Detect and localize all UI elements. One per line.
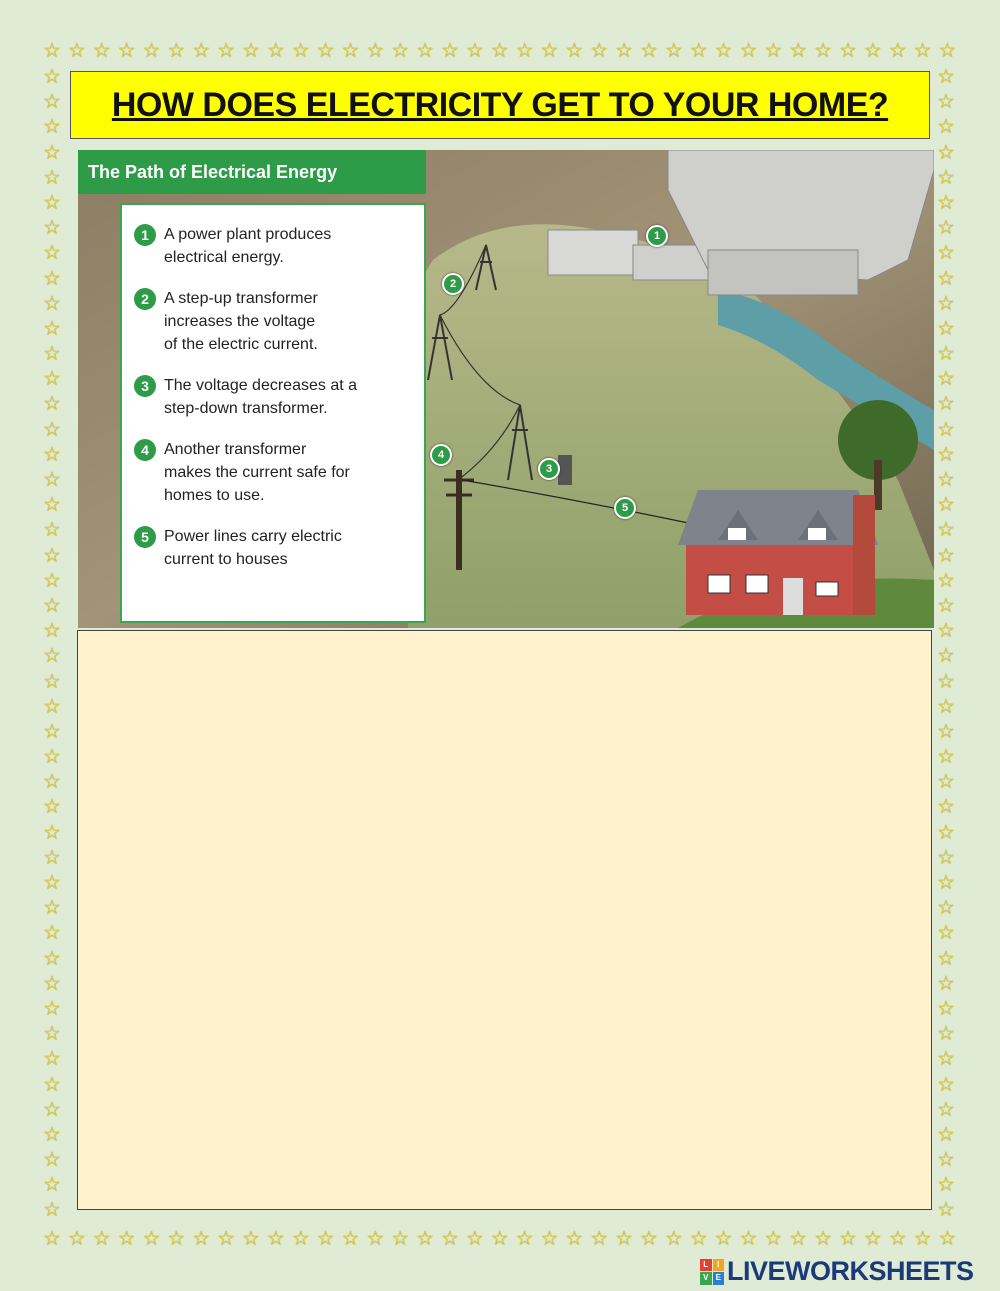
star-icon: ☆ xyxy=(43,668,61,693)
star-icon: ☆ xyxy=(391,38,410,62)
step-text: A power plant produces electrical energy. xyxy=(164,226,332,266)
star-icon: ☆ xyxy=(43,1197,61,1222)
star-icon: ☆ xyxy=(366,1226,385,1250)
star-icon: ☆ xyxy=(43,718,61,743)
star-icon: ☆ xyxy=(43,592,61,617)
star-icon: ☆ xyxy=(689,38,708,62)
star-icon: ☆ xyxy=(937,995,955,1020)
star-icon: ☆ xyxy=(839,1226,857,1250)
dormer-window-left xyxy=(728,528,746,540)
answer-box[interactable] xyxy=(77,630,932,1210)
star-icon: ☆ xyxy=(714,38,733,62)
star-icon: ☆ xyxy=(43,744,61,769)
step-text: Another transformer makes the current safe for homes to use. xyxy=(164,441,350,504)
star-icon: ☆ xyxy=(43,870,61,894)
star-icon: ☆ xyxy=(789,38,808,62)
step-number: 4 xyxy=(134,439,156,461)
step-number: 5 xyxy=(134,526,156,548)
star-icon: ☆ xyxy=(937,668,955,693)
star-icon: ☆ xyxy=(937,64,955,88)
star-icon: ☆ xyxy=(590,1226,609,1250)
star-icon: ☆ xyxy=(937,870,955,894)
star-icon: ☆ xyxy=(43,1226,61,1250)
star-icon: ☆ xyxy=(266,38,285,62)
star-icon: ☆ xyxy=(43,1172,61,1197)
star-icon: ☆ xyxy=(217,1226,236,1250)
star-icon: ☆ xyxy=(43,844,61,869)
star-icon: ☆ xyxy=(937,1121,955,1146)
star-icon: ☆ xyxy=(937,517,955,542)
star-icon: ☆ xyxy=(43,618,61,643)
step-item xyxy=(134,287,416,356)
star-icon: ☆ xyxy=(937,1172,955,1197)
star-icon: ☆ xyxy=(43,995,61,1020)
liveworksheets-logo-icon xyxy=(700,1259,724,1285)
star-icon: ☆ xyxy=(814,38,833,62)
star-icon: ☆ xyxy=(640,1226,658,1250)
star-icon: ☆ xyxy=(43,693,61,718)
utility-pole xyxy=(456,470,462,570)
page-title: HOW DOES ELECTRICITY GET TO YOUR HOME? xyxy=(111,85,889,124)
star-icon: ☆ xyxy=(937,492,955,517)
star-icon: ☆ xyxy=(441,1226,459,1250)
tree-trunk xyxy=(874,460,882,510)
star-icon: ☆ xyxy=(937,592,955,617)
star-icon: ☆ xyxy=(43,315,61,340)
star-icon: ☆ xyxy=(242,38,260,62)
star-icon: ☆ xyxy=(888,38,907,62)
star-icon: ☆ xyxy=(341,38,360,62)
star-icon: ☆ xyxy=(43,567,61,592)
star-icon: ☆ xyxy=(43,970,61,995)
star-icon: ☆ xyxy=(937,542,955,567)
star-border-right xyxy=(936,66,956,1220)
star-icon: ☆ xyxy=(739,38,758,62)
star-icon: ☆ xyxy=(888,1226,907,1250)
dormer-window-right xyxy=(808,528,826,540)
title-banner xyxy=(70,71,930,139)
star-icon: ☆ xyxy=(441,38,459,62)
figure-heading: The Path of Electrical Energy xyxy=(78,150,426,194)
star-icon: ☆ xyxy=(291,1226,310,1250)
star-icon: ☆ xyxy=(43,64,61,88)
star-icon: ☆ xyxy=(43,920,61,945)
star-icon: ☆ xyxy=(291,38,310,62)
star-icon: ☆ xyxy=(43,441,61,466)
star-icon: ☆ xyxy=(92,38,111,62)
star-icon: ☆ xyxy=(739,1226,758,1250)
star-icon: ☆ xyxy=(937,139,955,164)
star-icon: ☆ xyxy=(43,366,61,391)
star-icon: ☆ xyxy=(937,1046,955,1071)
star-icon: ☆ xyxy=(937,1071,955,1096)
step-text: A step-up transformer increases the voltage of the electric current. xyxy=(164,290,318,353)
star-icon: ☆ xyxy=(43,1021,61,1046)
star-icon: ☆ xyxy=(938,38,957,62)
brand-name: LIVEWORKSHEETS xyxy=(727,1256,974,1286)
star-icon: ☆ xyxy=(515,1226,534,1250)
star-icon: ☆ xyxy=(43,794,61,819)
star-icon: ☆ xyxy=(937,441,955,466)
star-icon: ☆ xyxy=(937,819,955,844)
star-icon: ☆ xyxy=(937,895,955,920)
star-icon: ☆ xyxy=(92,1226,111,1250)
star-icon: ☆ xyxy=(814,1226,833,1250)
star-icon: ☆ xyxy=(937,1147,955,1172)
star-icon: ☆ xyxy=(937,265,955,290)
star-icon: ☆ xyxy=(142,38,161,62)
star-icon: ☆ xyxy=(863,38,882,62)
house-window-right xyxy=(816,582,838,596)
power-station xyxy=(548,230,638,275)
step-text: Power lines carry electric current to houses xyxy=(164,528,342,568)
star-icon: ☆ xyxy=(117,1226,136,1250)
star-icon: ☆ xyxy=(913,1226,932,1250)
star-icon: ☆ xyxy=(937,769,955,794)
star-icon: ☆ xyxy=(43,341,61,366)
star-icon: ☆ xyxy=(937,290,955,315)
star-icon: ☆ xyxy=(43,265,61,290)
step-number: 2 xyxy=(134,288,156,310)
star-icon: ☆ xyxy=(764,38,783,62)
star-icon: ☆ xyxy=(937,618,955,643)
star-icon: ☆ xyxy=(937,693,955,718)
star-icon: ☆ xyxy=(937,215,955,240)
star-icon: ☆ xyxy=(43,643,61,668)
star-icon: ☆ xyxy=(937,844,955,869)
marker-power-lines: 5 xyxy=(614,497,636,519)
star-icon: ☆ xyxy=(192,1226,211,1250)
star-icon: ☆ xyxy=(789,1226,808,1250)
star-icon: ☆ xyxy=(937,391,955,416)
star-icon: ☆ xyxy=(937,189,955,214)
star-icon: ☆ xyxy=(67,38,86,62)
star-icon: ☆ xyxy=(117,38,136,62)
star-icon: ☆ xyxy=(242,1226,260,1250)
star-icon: ☆ xyxy=(937,920,955,945)
marker-step-up-transformer: 2 xyxy=(442,273,464,295)
marker-step-down-transformer: 3 xyxy=(538,458,560,480)
star-icon: ☆ xyxy=(863,1226,882,1250)
star-icon: ☆ xyxy=(937,744,955,769)
star-icon: ☆ xyxy=(913,38,932,62)
star-icon: ☆ xyxy=(937,366,955,391)
star-icon: ☆ xyxy=(43,391,61,416)
star-icon: ☆ xyxy=(341,1226,360,1250)
star-icon: ☆ xyxy=(43,1147,61,1172)
star-icon: ☆ xyxy=(391,1226,410,1250)
star-icon: ☆ xyxy=(43,114,61,139)
star-icon: ☆ xyxy=(664,38,683,62)
star-icon: ☆ xyxy=(43,895,61,920)
star-icon: ☆ xyxy=(937,315,955,340)
star-icon: ☆ xyxy=(67,1226,86,1250)
star-icon: ☆ xyxy=(43,1121,61,1146)
star-icon: ☆ xyxy=(937,164,955,189)
star-icon: ☆ xyxy=(937,718,955,743)
star-icon: ☆ xyxy=(938,1226,957,1250)
star-icon: ☆ xyxy=(565,1226,584,1250)
star-icon: ☆ xyxy=(937,89,955,114)
liveworksheets-brand xyxy=(700,1256,974,1287)
star-icon: ☆ xyxy=(43,416,61,441)
star-icon: ☆ xyxy=(217,38,236,62)
star-icon: ☆ xyxy=(167,1226,186,1250)
star-icon: ☆ xyxy=(937,567,955,592)
star-icon: ☆ xyxy=(43,492,61,517)
logo-letter: E xyxy=(713,1272,725,1285)
step-item xyxy=(134,525,416,571)
logo-letter: L xyxy=(700,1259,712,1272)
star-icon: ☆ xyxy=(590,38,609,62)
house-roof xyxy=(678,490,878,545)
star-icon: ☆ xyxy=(839,38,857,62)
star-icon: ☆ xyxy=(43,89,61,114)
star-icon: ☆ xyxy=(937,467,955,491)
step-item xyxy=(134,374,416,420)
star-icon: ☆ xyxy=(937,1197,955,1222)
star-icon: ☆ xyxy=(43,240,61,265)
house-chimney xyxy=(853,495,875,615)
star-icon: ☆ xyxy=(714,1226,733,1250)
step-text: The voltage decreases at a step-down transformer. xyxy=(164,377,358,417)
star-icon: ☆ xyxy=(43,38,61,62)
star-border-left xyxy=(42,66,62,1220)
star-icon: ☆ xyxy=(565,38,584,62)
step-number: 1 xyxy=(134,224,156,246)
star-icon: ☆ xyxy=(937,416,955,441)
star-icon: ☆ xyxy=(43,290,61,315)
star-icon: ☆ xyxy=(43,139,61,164)
star-icon: ☆ xyxy=(937,1096,955,1121)
logo-letter: V xyxy=(700,1272,712,1285)
star-icon: ☆ xyxy=(937,240,955,265)
marker-power-plant: 1 xyxy=(646,225,668,247)
star-icon: ☆ xyxy=(192,38,211,62)
dam-base xyxy=(708,250,858,295)
step-item xyxy=(134,438,416,507)
marker-pole-transformer: 4 xyxy=(430,444,452,466)
star-icon: ☆ xyxy=(43,215,61,240)
step-number: 3 xyxy=(134,375,156,397)
house-window-middle xyxy=(746,575,768,593)
star-icon: ☆ xyxy=(416,1226,435,1250)
star-icon: ☆ xyxy=(490,38,509,62)
star-icon: ☆ xyxy=(937,794,955,819)
star-icon: ☆ xyxy=(366,38,385,62)
star-border-bottom xyxy=(42,1228,958,1248)
star-icon: ☆ xyxy=(937,643,955,668)
star-icon: ☆ xyxy=(416,38,435,62)
star-icon: ☆ xyxy=(615,1226,634,1250)
star-icon: ☆ xyxy=(540,1226,559,1250)
star-icon: ☆ xyxy=(266,1226,285,1250)
star-icon: ☆ xyxy=(43,189,61,214)
house-window-left xyxy=(708,575,730,593)
star-icon: ☆ xyxy=(142,1226,161,1250)
step-down-transformer xyxy=(558,455,572,485)
electrical-path-illustration xyxy=(78,150,934,628)
star-icon: ☆ xyxy=(937,114,955,139)
star-icon: ☆ xyxy=(43,467,61,491)
star-icon: ☆ xyxy=(465,38,484,62)
house-door xyxy=(783,578,803,615)
step-item xyxy=(134,223,416,269)
star-icon: ☆ xyxy=(615,38,634,62)
star-icon: ☆ xyxy=(515,38,534,62)
star-icon: ☆ xyxy=(43,945,61,970)
star-icon: ☆ xyxy=(937,945,955,970)
star-icon: ☆ xyxy=(664,1226,683,1250)
star-icon: ☆ xyxy=(43,819,61,844)
star-icon: ☆ xyxy=(43,1046,61,1071)
star-icon: ☆ xyxy=(43,769,61,794)
star-icon: ☆ xyxy=(640,38,658,62)
star-icon: ☆ xyxy=(540,38,559,62)
star-icon: ☆ xyxy=(490,1226,509,1250)
star-icon: ☆ xyxy=(937,970,955,995)
steps-panel xyxy=(120,203,426,623)
star-icon: ☆ xyxy=(43,517,61,542)
star-icon: ☆ xyxy=(43,164,61,189)
star-icon: ☆ xyxy=(764,1226,783,1250)
star-border-top xyxy=(42,40,958,60)
star-icon: ☆ xyxy=(689,1226,708,1250)
star-icon: ☆ xyxy=(43,1071,61,1096)
star-icon: ☆ xyxy=(465,1226,484,1250)
star-icon: ☆ xyxy=(316,1226,335,1250)
logo-letter: I xyxy=(713,1259,725,1272)
star-icon: ☆ xyxy=(937,341,955,366)
star-icon: ☆ xyxy=(43,542,61,567)
star-icon: ☆ xyxy=(43,1096,61,1121)
star-icon: ☆ xyxy=(937,1021,955,1046)
star-icon: ☆ xyxy=(316,38,335,62)
star-icon: ☆ xyxy=(167,38,186,62)
